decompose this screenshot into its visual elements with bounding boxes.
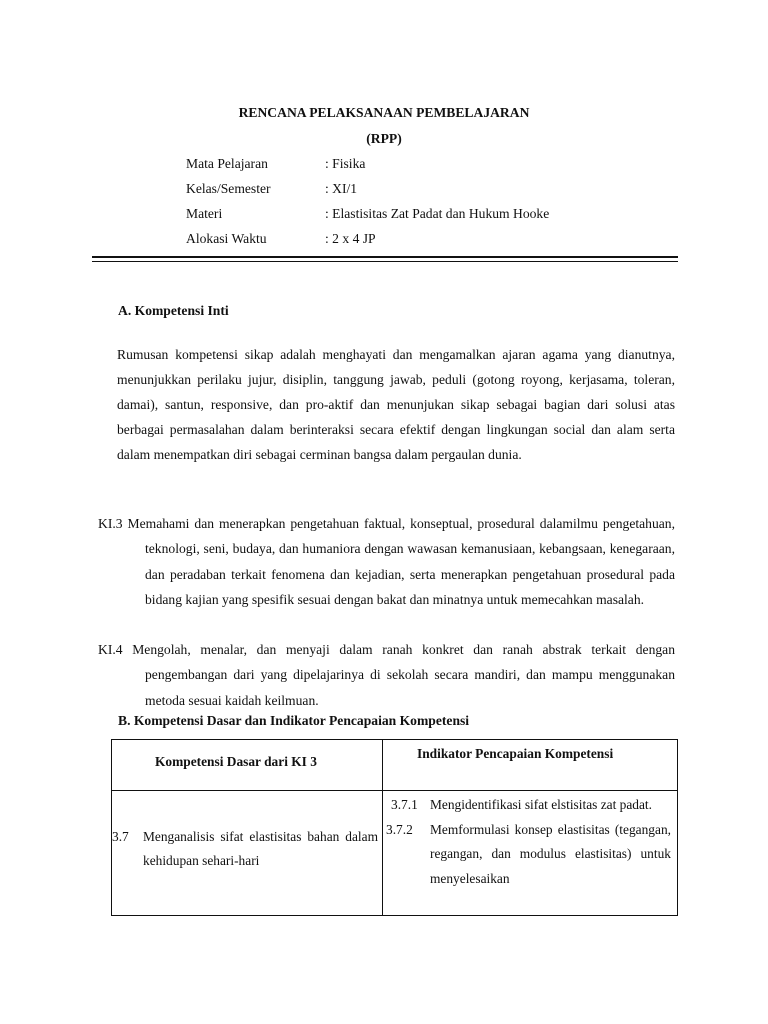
- kd-text: Menganalisis sifat elastisitas bahan dalam kehidupan sehari-hari: [143, 829, 378, 868]
- table-header-indicator: Indikator Pencapaian Kompetensi: [383, 740, 678, 791]
- table-header-kd: Kompetensi Dasar dari KI 3: [112, 740, 383, 791]
- meta-value-class: : XI/1: [325, 181, 358, 196]
- meta-value-material: : Elastisitas Zat Padat dan Hukum Hooke: [325, 206, 550, 221]
- section-b-heading: B. Kompetensi Dasar dan Indikator Pencapaian Kompetensi: [118, 713, 470, 728]
- kd-number: 3.7: [112, 829, 129, 844]
- competence-table: [111, 739, 678, 916]
- meta-label-material: Materi: [186, 206, 223, 221]
- ki4-paragraph: KI.4 Mengolah, menalar, dan menyaji dalam ranah konkret dan ranah abstrak terkait dengan pengembangan dari yang dipelajarinya di sekolah secara mandiri, dan mampu menggunakan metoda sesuai kaidah keilmuan.: [98, 642, 675, 708]
- meta-value-subject: : Fisika: [325, 156, 366, 171]
- section-a-heading: A. Kompetensi Inti: [118, 303, 229, 318]
- core-competence-paragraph: Rumusan kompetensi sikap adalah menghayati dan mengamalkan ajaran agama yang dianutnya, menunjukkan perilaku jujur, disiplin, tanggung jawab, peduli (gotong royong, kerjasama, toleran, damai), santun, responsive, dan pro-aktif dan menunjukan sikap sebagai bagian dari solusi atas berbagai permasalahan dalam berinteraksi secara efektif dengan lingkungan social dan alam serta dalam menempatkan diri sebagai cerminan bangsa dalam pergaulan dunia.: [117, 347, 675, 462]
- indicator-number: 3.7.1: [391, 797, 418, 812]
- table-row-indicators: [383, 791, 678, 916]
- indicator-item: [383, 793, 677, 818]
- meta-label-time: Alokasi Waktu: [186, 231, 267, 246]
- indicator-number: 3.7.2: [386, 821, 413, 837]
- meta-label-subject: Mata Pelajaran: [186, 156, 268, 171]
- indicator-text: Memformulasi konsep elastisitas (tegangan, regangan, dan modulus elastisitas) untuk menyelesaikan: [430, 821, 671, 886]
- meta-value-time: : 2 x 4 JP: [325, 231, 376, 246]
- table-row-kd: [112, 791, 383, 916]
- indicator-text: Mengidentifikasi sifat elstisitas zat padat.: [430, 797, 653, 812]
- document-subtitle: (RPP): [366, 131, 402, 146]
- ki3-paragraph: KI.3 Memahami dan menerapkan pengetahuan faktual, konseptual, prosedural dalamilmu pengetahuan, teknologi, seni, budaya, dan humaniora dengan wawasan kemanusiaan, kebangsaan, kenegaraan, dan peradaban terkait fenomena dan kejadian, serta menerapkan pengetahuan prosedural pada bidang kajian yang spesifik sesuai dengan bakat dan minatnya untuk memecahkan masalah.: [98, 516, 675, 607]
- header-divider-thick: [92, 256, 678, 258]
- meta-label-class: Kelas/Semester: [186, 181, 271, 196]
- document-title: RENCANA PELAKSANAAN PEMBELAJARAN: [238, 105, 530, 120]
- indicator-item: [383, 818, 677, 892]
- header-divider-thin: [92, 261, 678, 262]
